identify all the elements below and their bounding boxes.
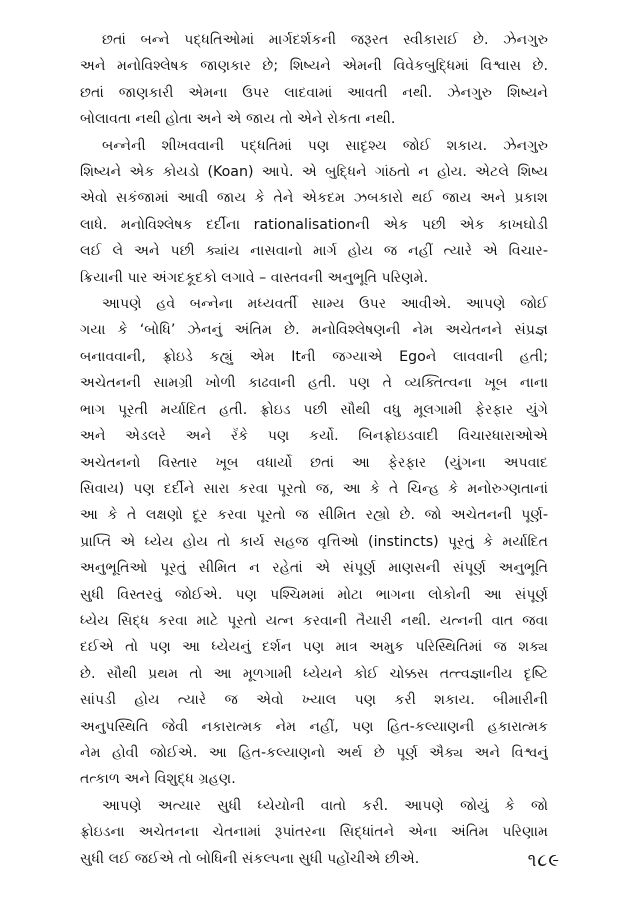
page-number: ૧૮૯ [527, 850, 560, 871]
body-text [80, 27, 548, 872]
text-line: સાંપડી હોય ત્યારે જ એવો ખ્યાલ પણ કરી શકાય. બીમારીની [80, 692, 548, 709]
text-line: આ કે તે લક્ષણો દૂર કરવા પૂરતો જ સીમિત રહ્યો છે. જો અચેતનની પૂર્ણ- [80, 507, 548, 524]
text-line: છતાં જાણકારી એમના ઉપર લાદવામાં આવતી નથી. ઝેનગુરુ શિષ્યને [80, 84, 548, 101]
paragraph [80, 133, 548, 291]
text-line: લઈ લે અને પછી ક્યાંય નાસવાનો માર્ગ હોય જ નહીં ત્યારે એ વિચાર- [80, 243, 548, 260]
text-line: ફ્રોઇડના અચેતનના ચેતનામાં રૂપાંતરના સિદ્ધાંતને એના અંતિમ પરિણામ [80, 824, 548, 841]
paragraph [80, 793, 548, 872]
text-line: અને મનોવિશ્લેષક જાણકાર છે; શિષ્યને એમની વિવેકબુદ્ધિમાં વિશ્વાસ છે. [80, 58, 548, 75]
text-line: સિવાય) પણ દર્દીને સારા કરવા પૂરતો જ, આ કે તે ચિન્હ કે મનોરુગ્ણતાનાં [80, 480, 548, 497]
text-line: ક્રિયાની પાર અંગદકૂદકો લગાવે – વાસ્તવની અનુભૂતિ પરિણમે. [80, 269, 429, 286]
text-line: સુધી લઈ જઈએ તો બોધિની સંકલ્પના સુધી પહોંચીએ છીએ. [80, 850, 420, 867]
text-line: એવો સકંજામાં આવી જાય કે તેને એકદમ ઝબકારો થઈ જાય અને પ્રકાશ [80, 190, 548, 207]
text-line: સુધી વિસ્તરવું જોઈએ. પણ પશ્ચિમમાં મોટા ભાગના લોકોની આ સંપૂર્ણ [80, 586, 548, 603]
text-line: બોલાવતા નથી હોતા અને એ જાય તો એને રોકતા નથી. [80, 111, 396, 128]
text-line: ગયા કે ‘બોધિ’ ઝેનનું અંતિમ છે. મનોવિશ્લેષણની નેમ અચેતનને સંપ્રજ્ઞ [80, 322, 548, 339]
text-line: અનુપસ્થિતિ જેવી નકારાત્મક નેમ નહીં, પણ હિત-કલ્યાણની હકારાત્મક [80, 718, 548, 735]
text-line: ભાગ પૂરતી મર્યાદિત હતી. ફ્રોઇડ પછી સૌથી વધુ મૂલગામી ફેરફાર યુંગે [80, 401, 548, 418]
text-line: શિષ્યને એક કોયડો (Koan) આપે. એ બુદ્ધિને ગાંઠતો ન હોય. એટલે શિષ્ય [80, 164, 548, 181]
text-line: પ્રાપ્તિ એ ધ્યેય હોય તો કાર્ય સહજ વૃત્તિઓ (instincts) પૂરતું કે મર્યાદિત [80, 533, 548, 550]
text-line: છે. સૌથી પ્રથમ તો આ મૂળગામી ધ્યેયને કોઈ ચોક્કસ તત્ત્વજ્ઞાનીય દૃષ્ટિ [80, 665, 548, 682]
paragraph [80, 27, 548, 133]
text-line: અચેતનની સામગ્રી ખોળી કાઢવાની હતી. પણ તે વ્યક્તિત્વના ખૂબ નાના [80, 375, 548, 392]
text-line: બનાવવાની, ફ્રોઇડે કહ્યું એમ Itની જગ્યાએ Egoને લાવવાની હતી; [80, 348, 548, 365]
text-line: આપણે હવે બન્નેના મધ્યવર્તી સામ્ય ઉપર આવીએ. આપણે જોઈ [102, 296, 548, 313]
text-line: છતાં બન્ને પદ્ધતિઓમાં માર્ગદર્શકની જરૂરત સ્વીકારાઈ છે. ઝેનગુરુ [102, 32, 548, 48]
text-line: અનુભૂતિઓ પૂરતું સીમિત ન રહેતાં એ સંપૂર્ણ માણસની સંપૂર્ણ અનુભૂતિ [80, 560, 548, 577]
text-line: નેમ હોવી જોઈએ. આ હિત-કલ્યાણનો અર્થ છે પૂર્ણ ઐક્ય અને વિશ્વનું [80, 744, 548, 761]
text-line: અને એડલરે અને રૅંકે પણ કર્યો. બિનફ્રોઇડવાદી વિચારધારાઓએ [80, 428, 548, 445]
text-line: ધ્યેય સિદ્ધ કરવા માટે પૂરતો યત્ન કરવાની તૈયારી નથી. યત્નની વાત જવા [80, 612, 548, 629]
text-line: લાધે. મનોવિશ્લેષક દર્દીના rationalisationની એક પછી એક કાખઘોડી [80, 216, 548, 233]
text-line: દઈએ તો પણ આ ધ્યેયનું દર્શન પણ માત્ર અમુક પરિસ્થિતિમાં જ શક્ય [80, 639, 548, 656]
text-line: અચેતનનો વિસ્તાર ખૂબ વધાર્યો છતાં આ ફેરફાર (યુંગના અપવાદ [80, 454, 548, 471]
text-line: બન્નેની શીખવવાની પદ્ધતિમાં પણ સાદૃશ્ય જોઈ શકાય. ઝેનગુરુ [102, 137, 548, 154]
paragraph [80, 291, 548, 793]
text-line: આપણે અત્યાર સુધી ધ્યેયોની વાતો કરી. આપણે જોયું કે જો [102, 797, 548, 814]
text-line: તત્કાળ અને વિશુદ્ધ ગ્રહણ. [80, 771, 236, 788]
